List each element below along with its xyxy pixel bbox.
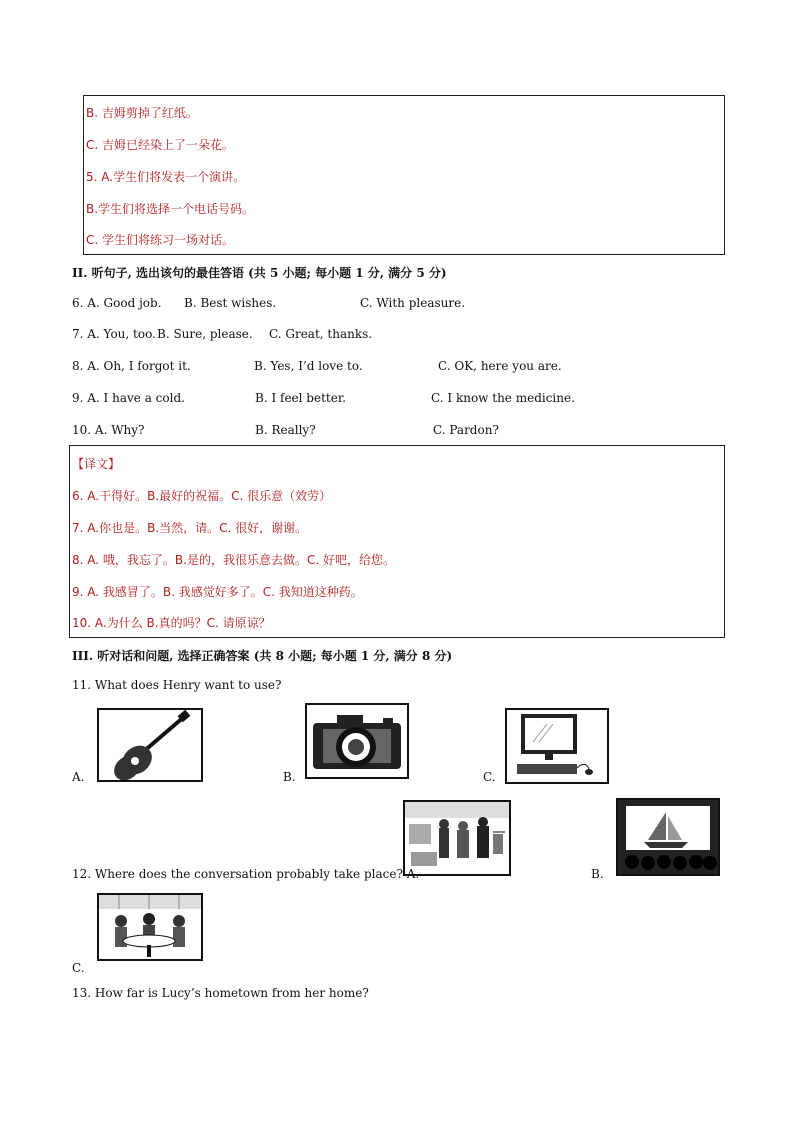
- translation-box-2: [69, 445, 725, 638]
- q8-option-c: C. OK, here you are.: [438, 359, 562, 373]
- box1-line-1: B. 吉姆剪掉了红纸。: [86, 106, 198, 120]
- q9-option-a: 9. A. I have a cold.: [72, 391, 185, 405]
- q7-option-b: B. Sure, please.: [157, 327, 253, 341]
- q7-option-a: 7. A. You, too.: [72, 327, 156, 341]
- q12-picture-b: [616, 798, 720, 876]
- box2-line-5: 10. A.为什么 B.真的吗？C. 请原谅？: [72, 616, 271, 630]
- q10-option-b: B. Really?: [255, 423, 316, 437]
- q6-option-a: 6. A. Good job.: [72, 296, 162, 310]
- q6-option-b: B. Best wishes.: [184, 296, 277, 310]
- box1-line-4: B.学生们将选择一个电话号码。: [86, 202, 255, 216]
- q13-text: 13. How far is Lucy’s hometown from her home?: [72, 986, 369, 1000]
- q7-option-c: C. Great, thanks.: [269, 327, 373, 341]
- q11-picture-c: [505, 708, 609, 784]
- box2-line-4: 9. A. 我感冒了。B. 我感觉好多了。C. 我知道这种药。: [72, 585, 363, 599]
- q11-picture-a: [97, 708, 203, 782]
- q10-option-c: C. Pardon?: [433, 423, 499, 437]
- q11-label-c: C.: [483, 770, 496, 784]
- q9-option-b: B. I feel better.: [255, 391, 347, 405]
- q9-option-c: C. I know the medicine.: [431, 391, 575, 405]
- q12-picture-c: [97, 893, 203, 961]
- q12-label-b: B.: [591, 867, 604, 881]
- box2-line-2: 7. A.你也是。B.当然，请。C. 很好，谢谢。: [72, 521, 308, 535]
- q12-text: 12. Where does the conversation probably take place? A.: [72, 867, 420, 881]
- box2-line-3: 8. A. 哦，我忘了。B.是的，我很乐意去做。C. 好吧，给您。: [72, 553, 395, 567]
- q11-text: 11. What does Henry want to use?: [72, 678, 282, 692]
- computer-icon: [507, 710, 607, 782]
- box2-line-1: 6. A.干得好。B.最好的祝福。C. 很乐意（效劳）: [72, 489, 332, 503]
- cinema-icon: [618, 800, 718, 874]
- box1-line-2: C. 吉姆已经染上了一朵花。: [86, 138, 235, 152]
- box1-line-3: 5. A.学生们将发表一个演讲。: [86, 170, 246, 184]
- camera-icon: [307, 705, 407, 777]
- section-3-heading: III. 听对话和问题, 选择正确答案 (共 8 小题; 每小题 1 分, 满分 8 分): [72, 649, 453, 663]
- q6-option-c: C. With pleasure.: [360, 296, 466, 310]
- q8-option-b: B. Yes, I’d love to.: [254, 359, 363, 373]
- q11-label-a: A.: [72, 770, 85, 784]
- q8-option-a: 8. A. Oh, I forgot it.: [72, 359, 191, 373]
- store-icon: [405, 802, 509, 874]
- box1-line-5: C. 学生们将练习一场对话。: [86, 233, 235, 247]
- q11-label-b: B.: [283, 770, 296, 784]
- guitar-icon: [99, 710, 201, 780]
- q12-label-c: C.: [72, 961, 85, 975]
- q12-picture-a: [403, 800, 511, 876]
- restaurant-icon: [99, 895, 201, 959]
- section-2-heading: II. 听句子, 选出该句的最佳答语 (共 5 小题; 每小题 1 分, 满分 5 分): [72, 266, 447, 280]
- q11-picture-b: [305, 703, 409, 779]
- q10-option-a: 10. A. Why?: [72, 423, 145, 437]
- box2-title: 【译文】: [72, 457, 121, 471]
